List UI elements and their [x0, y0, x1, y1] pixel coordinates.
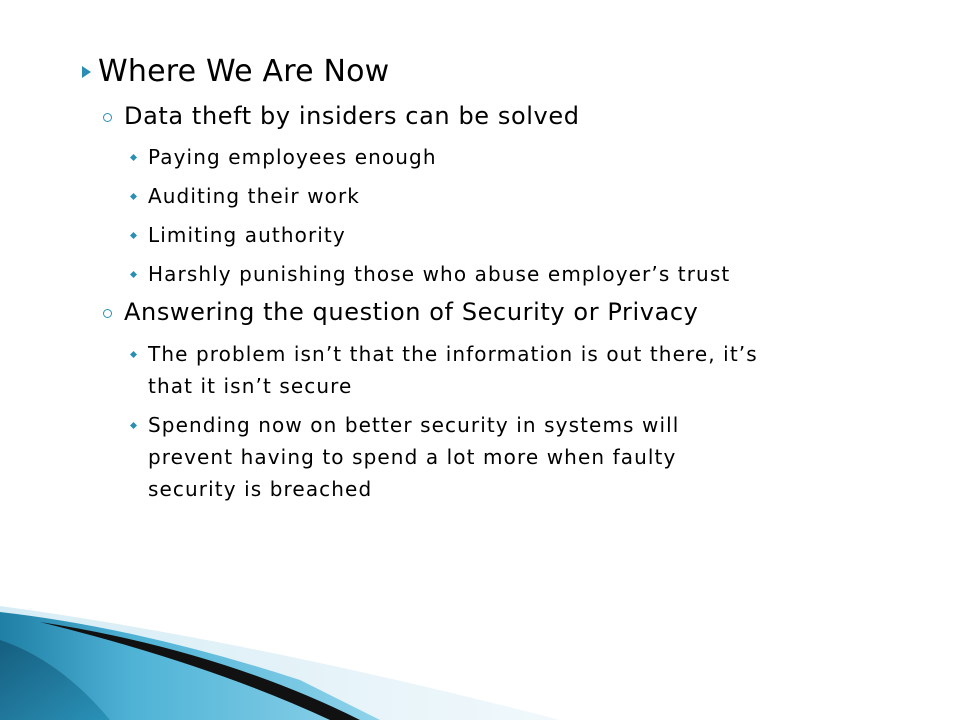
point-item — [0, 219, 960, 251]
point-line: prevent having to spend a lot more when faulty — [148, 445, 677, 469]
diamond-bullet-icon — [130, 154, 137, 161]
diamond-bullet-icon — [130, 193, 137, 200]
diamond-bullet-icon — [130, 422, 137, 429]
point-line: Harshly punishing those who abuse employer’s trust — [148, 262, 731, 286]
point-line: Auditing their work — [148, 184, 360, 208]
point-item — [0, 409, 960, 505]
point-item — [0, 141, 960, 173]
diamond-bullet-icon — [130, 271, 137, 278]
diamond-bullet-icon — [130, 351, 137, 358]
section-title: Data theft by insiders can be solved — [124, 102, 580, 130]
point-item — [0, 180, 960, 212]
section-title: Answering the question of Security or Privacy — [124, 298, 699, 326]
point-line: Limiting authority — [148, 223, 346, 247]
point-line: Paying employees enough — [148, 145, 437, 169]
section-item — [0, 101, 960, 131]
circle-bullet-icon — [103, 113, 112, 122]
diamond-bullet-icon — [130, 232, 137, 239]
heading-item — [0, 54, 960, 92]
point-item — [0, 258, 960, 290]
point-item — [0, 338, 960, 402]
point-line: The problem isn’t that the information is out there, it’s — [148, 342, 758, 366]
point-line: Spending now on better security in systems will — [148, 413, 680, 437]
slide-heading: Where We Are Now — [98, 54, 390, 89]
point-line: that it isn’t secure — [148, 374, 353, 398]
point-line: security is breached — [148, 477, 373, 501]
section-item — [0, 297, 960, 327]
circle-bullet-icon — [103, 309, 112, 318]
triangle-bullet-icon — [82, 66, 91, 78]
